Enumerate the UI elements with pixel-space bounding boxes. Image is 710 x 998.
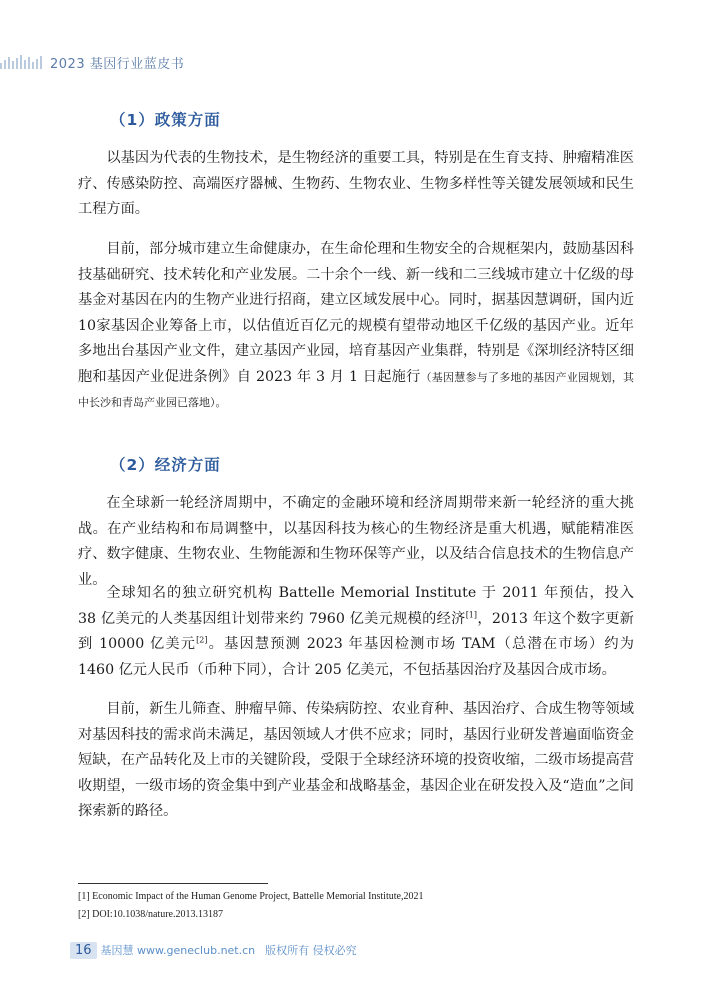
paragraph-economy-2: [78, 581, 634, 683]
footnote-divider: [78, 883, 268, 884]
running-header: [0, 52, 184, 72]
section-title-policy: （1）政策方面: [110, 111, 221, 129]
paragraph-policy-1: 以基因为代表的生物技术，是生物经济的重要工具，特别是在生育支持、肿瘤精准医疗、传感染防控、高端医疗器械、生物药、生物农业、生物多样性等关键发展领域和民生工程方面。: [78, 150, 634, 217]
paragraph-policy-2-text: 目前，部分城市建立生命健康办，在生命伦理和生物安全的合规框架内，鼓励基因科技基础研究、技术转化和产业发展。二十余个一线、新一线和二三线城市建立十亿级的母基金对基因在内的生物产业进行招商，建立区域发展中心。同时，据基因慧调研，国内近10家基因企业筹备上市，以估值近百亿元的规模有望带动地区千亿级的基因产业。近年多地出台基因产业文件，建立基因产业园，培育基因产业集群，特别是《深圳经济特区细胞和基因产业促进条例》自 2023 年 3 月 1 日起施行: [78, 241, 634, 385]
paragraph-economy-3: 目前，新生儿筛查、肿瘤早筛、传染病防控、农业育种、基因治疗、合成生物等领域对基因科技的需求尚未满足，基因领域人才供不应求；同时，基因行业研发普遍面临资金短缺，在产品转化及上市的关键阶段，受限于全球经济环境的投资收缩，二级市场提高营收期望，一级市场的资金集中到产业基金和战略基金，基因企业在研发投入及“造血”之间探索新的路径。: [78, 701, 634, 819]
paragraph-economy-1: 在全球新一轮经济周期中，不确定的金融环境和经济周期带来新一轮经济的重大挑战。在产业结构和布局调整中，以基因科技为核心的生物经济是重大机遇，赋能精准医疗、数字健康、生物农业、生物能源和生物环保等产业，以及结合信息技术的生物信息产业。: [78, 495, 634, 588]
paragraph-economy-2-part-c: 。基因慧预测 2023 年基因检测市场 TAM（总潜在市场）约为 1460 亿元人民币（币种下同），合计 205 亿美元，不包括基因治疗及基因合成市场。: [78, 636, 634, 678]
paragraph-policy-2: [78, 237, 634, 416]
page-number: 16: [70, 942, 97, 959]
page-footer: [70, 939, 357, 961]
paragraph-economy-2-part-b: ，2013 年这个数字更新到 10000 亿美元: [78, 610, 634, 652]
footnote-1: [1] Economic Impact of the Human Genome Project, Battelle Memorial Institute,2021: [78, 891, 424, 902]
footer-rights: 版权所有 侵权必究: [265, 944, 357, 957]
section-title-economy: （2）经济方面: [110, 456, 221, 474]
paragraph-economy-2-part-a: 全球知名的独立研究机构 Battelle Memorial Institute 于 2011 年预估，投入 38 亿美元的人类基因组计划带来约 7960 亿美元规模的经济: [78, 585, 634, 627]
footnote-ref-1[interactable]: [1]: [465, 609, 478, 619]
paragraph-policy-2-note: （基因慧参与了多地的基因产业园规划，其中长沙和青岛产业园已落地）。: [78, 370, 634, 409]
footnote-2: [2] DOI:10.1038/nature.2013.13187: [78, 909, 223, 920]
header-bars-decoration: [0, 55, 44, 69]
header-title: 2023 基因行业蓝皮书: [50, 56, 185, 72]
footer-site-link[interactable]: 基因慧 www.geneclub.net.cn: [100, 944, 256, 957]
footnote-ref-2[interactable]: [2]: [196, 635, 208, 645]
